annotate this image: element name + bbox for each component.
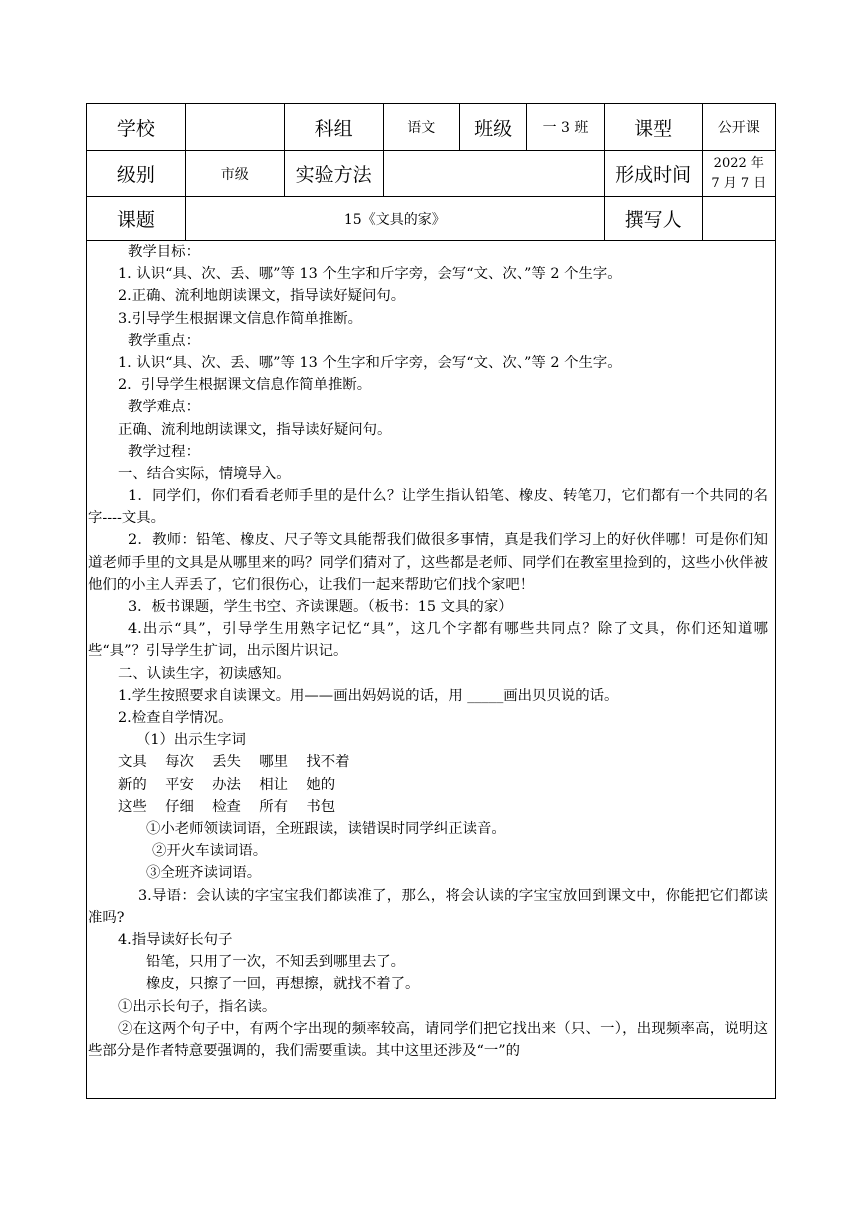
content-line: 教学过程： [128,443,200,460]
method-value [383,151,604,197]
content-line: 2.正确、流利地朗读课文，指导读好疑问句。 [118,288,406,305]
paragraph: 3.导语：会认读的字宝宝我们都读准了，那么，将会认读的字宝宝放回到课文中，你能把它们都读准吗? [88,887,768,926]
content-line: 2. 引导学生根据课文信息作简单推断。 [118,377,372,394]
class-label: 班级 [460,104,527,151]
lesson-type-label: 课型 [604,104,702,151]
word-row: 文具 每次 丢失 哪里 找不着 [118,754,350,771]
content-line: 教学难点： [128,399,200,416]
content-line: （1）出示生字词 [136,732,246,749]
topic-label: 课题 [87,197,186,241]
topic-value: 15《文具的家》 [185,197,604,241]
paragraph: 1．同学们，你们看看老师手里的是什么？让学生指认铅笔、橡皮、转笔刀，它们都有一个共同的名字----文具。 [88,488,768,527]
paragraph: 2．教师：铅笔、橡皮、尺子等文具能帮我们做很多事情，真是我们学习上的好伙伴哪！可是你们知道老师手里的文具是从哪里来的吗？同学们猜对了，这些都是老师、同学们在教室里捡到的，这些小伙伴被他们的小主人弄丢了，它们很伤心，让我们一起来帮助它们找个家吧！ [88,532,768,593]
author-value [702,197,775,241]
content-line: 3.引导学生根据课文信息作简单推断。 [118,310,362,327]
content-line: 正确、流利地朗读课文，指导读好疑问句。 [118,421,392,438]
content-line: 教学目标： [128,244,200,260]
level-value: 市级 [185,151,284,197]
lesson-content [88,241,768,1062]
paragraph: 4.出示“具”，引导学生用熟字记忆“具”，这几个字都有哪些共同点？除了文具，你们还知道哪些“具”？引导学生扩词，出示图片识记。 [88,621,768,660]
content-line: 4.指导读好长句子 [118,931,233,948]
school-label: 学校 [87,104,186,151]
paragraph: ②在这两个句子中，有两个字出现的频率较高，请同学们把它找出来（只、一），出现频率高，说明这些部分是作者特意要强调的，我们需要重读。其中这里还涉及“一”的 [88,1020,768,1059]
content-line: 铅笔，只用了一次，不知丢到哪里去了。 [146,954,406,971]
header-table [86,103,776,241]
method-label: 实验方法 [284,151,383,197]
content-line: ①小老师领读词语，全班跟读，读错误时同学纠正读音。 [146,821,506,837]
content-line: ③全班齐读词语。 [146,865,262,882]
school-value [185,104,284,151]
class-value: 一 3 班 [527,104,604,151]
subject-group-value: 语文 [383,104,459,151]
content-line: 橡皮，只擦了一回，再想擦，就找不着了。 [146,976,420,993]
content-line: 一、结合实际，情境导入。 [118,465,291,482]
formed-time-value [702,151,775,197]
subject-group-label: 科组 [284,104,383,151]
content-line: 1. 认识“具、次、丢、哪”等 13 个生字和斤字旁，会写“文、次、”等 2 个生字。 [118,266,622,283]
paragraph: 3．板书课题，学生书空、齐读课题。（板书：15 文具的家） [128,599,513,616]
content-line: 1.学生按照要求自读课文。用——画出妈妈说的话，用 _____画出贝贝说的话。 [118,687,619,704]
level-label: 级别 [87,151,186,197]
content-line: 教学重点： [128,332,200,349]
author-label: 撰写人 [604,197,702,241]
content-line: ①出示长句子，指名读。 [118,998,277,1015]
formed-time-year: 2022 年 [713,155,764,171]
content-line: 1. 认识“具、次、丢、哪”等 13 个生字和斤字旁，会写“文、次、”等 2 个生字。 [118,354,622,371]
word-row: 这些 仔细 检查 所有 书包 [118,798,336,815]
section-heading: 二、认读生字，初读感知。 [118,665,291,682]
content-line: ②开火车读词语。 [152,843,268,860]
content-line: 2.检查自学情况。 [118,710,233,727]
word-row: 新的 平安 办法 相让 她的 [118,776,336,793]
formed-time-label: 形成时间 [604,151,702,197]
formed-time-date: 7 月 7 日 [711,175,767,191]
lesson-type-value: 公开课 [702,104,775,151]
